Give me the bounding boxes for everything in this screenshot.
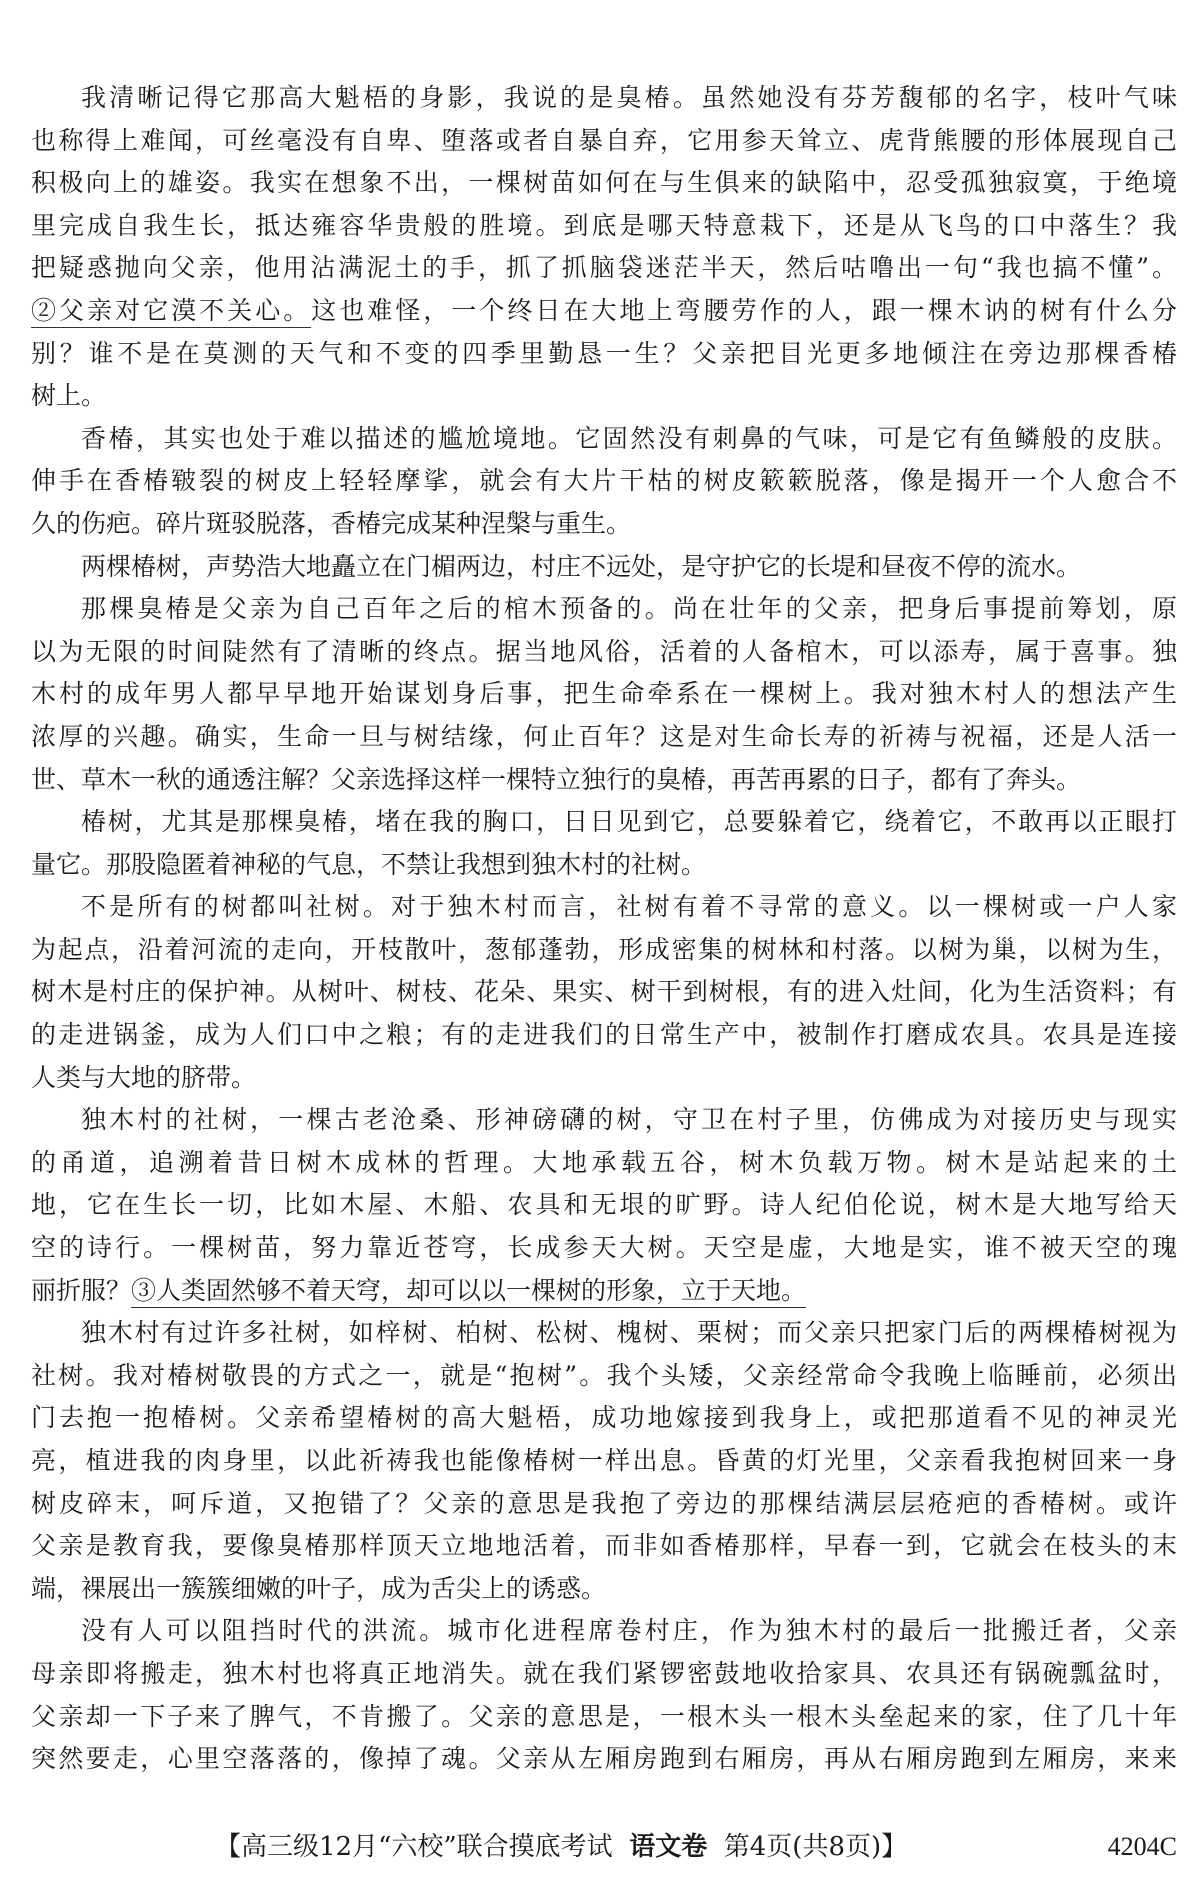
text-line [31,1270,1177,1313]
text-line: 香椿，其实也处于难以描述的尴尬境地。它固然没有刺鼻的气味，可是它有鱼鳞般的皮肤。 [81,423,1177,453]
text-line: 门去抱一抱椿树。父亲希望椿树的高大魁梧，成功地嫁接到我身上，或把那道看不见的神灵光 [31,1403,1177,1433]
text-line: 积极向上的雄姿。我实在想象不出，一棵树苗如何在与生俱来的缺陷中，忍受孤独寂寞，于绝境 [31,168,1177,198]
text-line: 量它。那股隐匿着神秘的气息，不禁让我想到独木村的社树。 [31,849,707,879]
text-line: 父亲是教育我，要像臭椿那样顶天立地地活着，而非如香椿那样，早春一到，它就会在枝头的末 [31,1531,1177,1561]
text-segment: 这也难怪，一个终日在大地上弯腰劳作的人，跟一棵木讷的树有什么分 [311,295,1177,325]
underlined-sentence: ③人类固然够不着天穹，却可以以一棵树的形象，立于天地。 [131,1276,806,1308]
paragraph [31,1099,1177,1312]
text-line: 独木村有过许多社树，如梓树、柏树、松树、槐树、栗树；而父亲只把家门后的两棵椿树视为 [81,1318,1177,1348]
paragraph [31,1610,1177,1780]
text-line: 没有人可以阻挡时代的洪流。城市化进程席卷村庄，作为独木村的最后一批搬迁者，父亲 [81,1616,1177,1646]
article-body [31,77,1177,1781]
text-segment: 丽折服？ [31,1275,132,1305]
footer-bracket-close: 】 [881,1832,908,1862]
paragraph [31,1312,1177,1610]
paragraph [31,546,1177,589]
text-line: 里完成自我生长，抵达雍容华贵般的胜境。到底是哪天特意栽下，还是从飞鸟的口中落生？我 [31,210,1177,240]
text-line: 为起点，沿着河流的走向，开枝散叶，葱郁蓬勃，形成密集的树林和村落。以树为巢，以树为生， [31,934,1177,964]
paragraph [31,418,1177,546]
text-line: 人类与大地的脐带。 [31,1062,257,1092]
text-line: 独木村的社树，一棵古老沧桑、形神磅礴的树，守卫在村子里，仿佛成为对接历史与现实 [81,1105,1177,1135]
text-line: 那棵臭椿是父亲为自己百年之后的棺木预备的。尚在壮年的父亲，把身后事提前筹划，原 [81,594,1177,624]
underlined-sentence: ②父亲对它漠不关心。 [31,296,311,328]
paragraph [31,588,1177,801]
text-line: 久的伤疤。碎片斑驳脱落，香椿完成某种涅槃与重生。 [31,508,632,538]
paragraph [31,801,1177,886]
text-line: 两棵椿树，声势浩大地矗立在门楣两边，村庄不远处，是守护它的长堤和昼夜不停的流水。 [81,551,1082,581]
text-line: 的甬道，追溯着昔日树木成林的哲理。大地承载五谷，树木负载万物。树木是站起来的土 [31,1147,1177,1177]
text-line: 亮，植进我的肉身里，以此祈祷我也能像椿树一样出息。昏黄的灯光里，父亲看我抱树回来一身 [31,1446,1177,1475]
text-line: 椿树，尤其是那棵臭椿，堵在我的胸口，日日见到它，总要躲着它，绕着它，不敢再以正眼打 [81,807,1177,837]
paragraph [31,77,1177,418]
text-line: 树皮碎末，呵斥道，又抱错了？父亲的意思是我抱了旁边的那棵结满层层疮疤的香椿树。或许 [31,1488,1177,1518]
text-line: 地，它在生长一切，比如木屋、木船、农具和无垠的旷野。诗人纪伯伦说，树木是大地写给天 [31,1190,1177,1220]
text-line: 端，裸展出一簇簇细嫩的叶子，成为舌尖上的诱惑。 [31,1573,607,1603]
text-line: 浓厚的兴趣。确实，生命一旦与树结缘，何止百年？这是对生命长寿的祈祷与祝福，还是人活一 [31,721,1177,751]
text-line: 树木是村庄的保护神。从树叶、树枝、花朵、果实、树干到树根，有的进入灶间，化为生活资料；有 [31,977,1177,1007]
text-line: 木村的成年男人都早早地开始谋划身后事，把生命牵系在一棵树上。我对独木村人的想法产生 [31,679,1177,709]
text-line: 伸手在香椿皲裂的树皮上轻轻摩挲，就会有大片干枯的树皮簌簌脱落，像是揭开一个人愈合不 [31,466,1177,496]
footer-title [215,1827,907,1867]
footer-exam-name: 高三级12月“六校”联合摸底考试 [241,1832,613,1862]
text-line: 把疑惑抛向父亲，他用沾满泥土的手，抓了抓脑袋迷茫半天，然后咕噜出一句“我也搞不懂”。 [31,253,1177,283]
text-line: 别？谁不是在莫测的天气和不变的四季里勤恳一生？父亲把目光更多地倾注在旁边那棵香椿 [31,338,1177,368]
text-line: 世、草木一秋的通透注解？父亲选择这样一棵特立独行的臭椿，再苦再累的日子，都有了奔头。 [31,764,1082,794]
footer-page-number: 第4页(共8页) [723,1832,882,1862]
text-line: 社树。我对椿树敬畏的方式之一，就是“抱树”。我个头矮，父亲经常命令我晚上临睡前，必须出 [31,1360,1177,1390]
text-line: 我清晰记得它那高大魁梧的身影，我说的是臭椿。虽然她没有芬芳馥郁的名字，枝叶气味 [81,83,1177,112]
text-line: 树上。 [31,381,107,411]
text-line: 母亲即将搬走，独木村也将真正地消失。就在我们紧锣密鼓地收拾家具、农具还有锅碗瓢盆时， [31,1658,1177,1688]
text-line: 空的诗行。一棵树苗，努力靠近苍穹，长成参天大树。天空是虚，大地是实，谁不被天空的瑰 [31,1233,1177,1263]
text-line [31,290,1177,333]
text-line: 不是所有的树都叫社树。对于独木村而言，社树有着不寻常的意义。以一棵树或一户人家 [81,892,1177,922]
page-footer [0,1827,1200,1867]
paragraph [31,886,1177,1099]
text-line: 父亲却一下子来了脾气，不肯搬了。父亲的意思是，一根木头一根木头垒起来的家，住了几十年 [31,1701,1177,1731]
footer-bracket-open: 【 [215,1832,242,1862]
text-line: 的走进锅釜，成为人们口中之粮；有的走进我们的日常生产中，被制作打磨成农具。农具是连接 [31,1020,1177,1050]
text-line: 突然要走，心里空落落的，像掉了魂。父亲从左厢房跑到右厢房，再从右厢房跑到左厢房，来来 [31,1744,1177,1774]
text-line: 以为无限的时间陡然有了清晰的终点。据当地风俗，活着的人备棺木，可以添寿，属于喜事。独 [31,636,1177,666]
text-line: 也称得上难闻，可丝毫没有自卑、堕落或者自暴自弃，它用参天耸立、虎背熊腰的形体展现自己 [31,125,1177,155]
footer-paper-code: 4204C [1107,1832,1177,1861]
footer-subject: 语文卷 [629,1832,708,1862]
